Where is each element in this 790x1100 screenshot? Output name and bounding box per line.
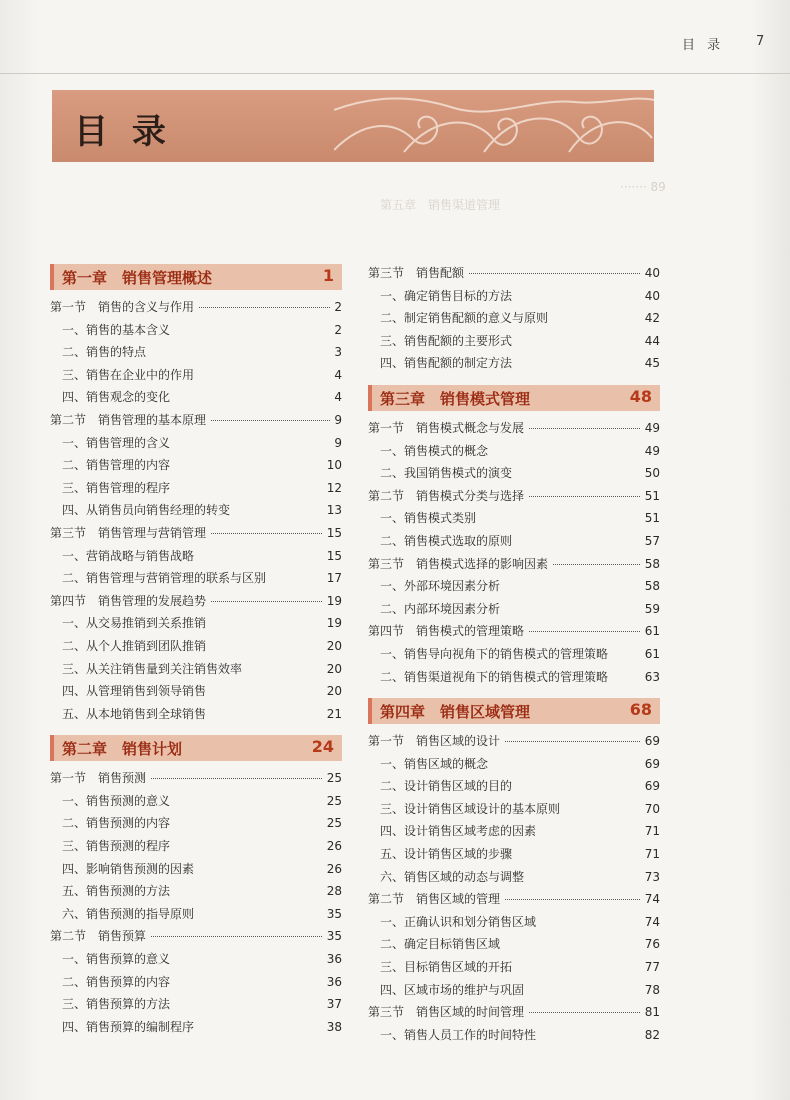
toc-item-label: 二、销售预算的内容	[62, 971, 174, 994]
toc-section[interactable]	[50, 409, 342, 432]
toc-page-number: 63	[641, 666, 660, 689]
toc-item-label: 四、从销售员向销售经理的转变	[62, 499, 234, 522]
toc-item[interactable]	[368, 530, 660, 553]
toc-page-number: 51	[641, 485, 660, 508]
toc-page-number: 21	[323, 703, 342, 726]
toc-item-label: 一、从交易推销到关系推销	[62, 612, 210, 635]
toc-page-number: 38	[323, 1016, 342, 1039]
toc-page-number: 59	[641, 598, 660, 621]
toc-page-number: 36	[323, 948, 342, 971]
toc-item[interactable]	[50, 545, 342, 568]
toc-page-number: 36	[323, 971, 342, 994]
toc-item[interactable]	[50, 658, 342, 681]
toc-item-label: 三、目标销售区域的开拓	[380, 956, 516, 979]
toc-section-label: 第三节 销售管理与营销管理	[50, 522, 210, 545]
toc-item[interactable]	[368, 598, 660, 621]
toc-chapter-label: 第四章 销售区域管理	[380, 703, 531, 722]
toc-item[interactable]	[50, 612, 342, 635]
toc-item[interactable]	[50, 477, 342, 500]
toc-item-label: 二、确定目标销售区域	[380, 933, 504, 956]
toc-page-number: 35	[323, 903, 342, 926]
toc-item-label: 二、销售管理的内容	[62, 454, 174, 477]
toc-item-label: 三、从关注销售量到关注销售效率	[62, 658, 246, 681]
toc-page-number: 82	[641, 1024, 660, 1047]
toc-page-number: 69	[641, 775, 660, 798]
toc-item[interactable]	[368, 911, 660, 934]
toc-item-label: 三、销售预算的方法	[62, 993, 174, 1016]
toc-page-number: 9	[330, 409, 342, 432]
toc-section-label: 第三节 销售配额	[368, 262, 468, 285]
running-head-title: 目 录	[682, 38, 725, 53]
toc-section-label: 第二节 销售管理的基本原理	[50, 409, 210, 432]
toc-section[interactable]	[50, 296, 342, 319]
toc-page-number: 78	[641, 979, 660, 1002]
toc-page-number: 25	[323, 812, 342, 835]
toc-item[interactable]	[50, 454, 342, 477]
toc-page-number: 20	[323, 658, 342, 681]
toc-item-label: 六、销售预测的指导原则	[62, 903, 198, 926]
toc-right-column	[368, 262, 660, 1046]
toc-page-number: 4	[330, 364, 342, 387]
toc-item[interactable]	[368, 979, 660, 1002]
toc-item[interactable]	[368, 956, 660, 979]
toc-page-number: 48	[629, 386, 652, 406]
toc-item[interactable]	[368, 866, 660, 889]
toc-section[interactable]	[368, 485, 660, 508]
toc-page-number: 24	[311, 737, 334, 757]
toc-page-number: 1	[322, 266, 334, 285]
toc-item-label: 一、正确认识和划分销售区域	[380, 911, 540, 934]
wave-ornament	[334, 90, 654, 162]
toc-item-label: 一、销售预测的意义	[62, 790, 174, 813]
toc-item-label: 四、影响销售预测的因素	[62, 858, 198, 881]
toc-page-number: 17	[323, 567, 342, 590]
toc-section[interactable]	[368, 888, 660, 911]
toc-page-number: 26	[323, 835, 342, 858]
toc-item[interactable]	[50, 567, 342, 590]
toc-page-number: 49	[641, 417, 660, 440]
toc-section-label: 第三节 销售模式选择的影响因素	[368, 553, 552, 576]
toc-item-label: 四、从管理销售到领导销售	[62, 680, 210, 703]
toc-page-number: 50	[641, 462, 660, 485]
page-number: 7	[756, 34, 765, 49]
toc-item-label: 五、从本地销售到全球销售	[62, 703, 210, 726]
toc-item-label: 四、区域市场的维护与巩固	[380, 979, 528, 1002]
toc-page-number: 20	[323, 635, 342, 658]
toc-item[interactable]	[50, 1016, 342, 1039]
toc-page-number: 74	[641, 888, 660, 911]
toc-left-column	[50, 262, 342, 1038]
toc-page-number: 61	[641, 643, 660, 666]
toc-page-number: 15	[323, 522, 342, 545]
toc-section-label: 第二节 销售区域的管理	[368, 888, 504, 911]
toc-page-number: 9	[330, 432, 342, 455]
toc-item[interactable]	[368, 666, 660, 689]
toc-item-label: 一、确定销售目标的方法	[380, 285, 516, 308]
toc-section-label: 第四节 销售模式的管理策略	[368, 620, 528, 643]
toc-page-number: 77	[641, 956, 660, 979]
toc-page-number: 71	[641, 820, 660, 843]
toc-chapter[interactable]	[50, 264, 342, 290]
toc-section[interactable]	[50, 522, 342, 545]
toc-page-number: 20	[323, 680, 342, 703]
toc-item-label: 五、销售预测的方法	[62, 880, 174, 903]
toc-item[interactable]	[50, 364, 342, 387]
toc-item[interactable]	[50, 635, 342, 658]
toc-item-label: 三、销售配额的主要形式	[380, 330, 516, 353]
toc-section[interactable]	[368, 417, 660, 440]
toc-item[interactable]	[368, 440, 660, 463]
toc-page-number: 10	[323, 454, 342, 477]
toc-item[interactable]	[368, 462, 660, 485]
spacer	[368, 688, 660, 696]
toc-page-number: 73	[641, 866, 660, 889]
toc-item-label: 一、销售模式类别	[380, 507, 480, 530]
toc-section-label: 第二节 销售模式分类与选择	[368, 485, 528, 508]
toc-item-label: 一、销售的基本含义	[62, 319, 174, 342]
toc-item[interactable]	[50, 790, 342, 813]
toc-item[interactable]	[368, 307, 660, 330]
toc-item[interactable]	[50, 880, 342, 903]
toc-page-number: 26	[323, 858, 342, 881]
toc-item-label: 六、销售区域的动态与调整	[380, 866, 528, 889]
toc-item-label: 二、销售渠道视角下的销售模式的管理策略	[380, 666, 612, 689]
toc-page-number: 69	[641, 730, 660, 753]
toc-section[interactable]	[50, 767, 342, 790]
show-through-text: 第五章 销售渠道管理	[380, 198, 501, 212]
toc-page-number: 25	[323, 767, 342, 790]
toc-page-number: 40	[641, 262, 660, 285]
toc-item[interactable]	[368, 507, 660, 530]
toc-section-label: 第一节 销售的含义与作用	[50, 296, 198, 319]
toc-page-number: 37	[323, 993, 342, 1016]
toc-page-number: 58	[641, 575, 660, 598]
toc-banner	[52, 90, 654, 162]
toc-item[interactable]	[50, 341, 342, 364]
toc-item-label: 一、销售区域的概念	[380, 753, 492, 776]
toc-item[interactable]	[50, 319, 342, 342]
toc-item[interactable]	[50, 703, 342, 726]
toc-item-label: 三、销售预测的程序	[62, 835, 174, 858]
toc-page-number: 2	[330, 296, 342, 319]
toc-item-label: 三、销售在企业中的作用	[62, 364, 198, 387]
toc-page-number: 45	[641, 352, 660, 375]
toc-chapter-label: 第二章 销售计划	[62, 740, 183, 759]
toc-chapter-label: 第一章 销售管理概述	[62, 269, 213, 287]
toc-item-label: 二、从个人推销到团队推销	[62, 635, 210, 658]
toc-item[interactable]	[50, 812, 342, 835]
toc-item-label: 一、销售模式的概念	[380, 440, 492, 463]
toc-section[interactable]	[368, 730, 660, 753]
header-rule	[0, 73, 790, 74]
toc-chapter[interactable]	[50, 735, 342, 761]
toc-item[interactable]	[368, 330, 660, 353]
toc-item[interactable]	[368, 575, 660, 598]
toc-page-number: 2	[330, 319, 342, 342]
toc-page-number: 49	[641, 440, 660, 463]
toc-page-number: 3	[330, 341, 342, 364]
toc-item-label: 一、销售预算的意义	[62, 948, 174, 971]
toc-item[interactable]	[50, 903, 342, 926]
toc-item-label: 三、设计销售区域设计的基本原则	[380, 798, 564, 821]
spacer	[50, 725, 342, 733]
toc-item[interactable]	[368, 820, 660, 843]
toc-page-number: 58	[641, 553, 660, 576]
toc-item[interactable]	[368, 643, 660, 666]
toc-item[interactable]	[50, 432, 342, 455]
toc-page-number: 19	[323, 590, 342, 613]
toc-item[interactable]	[368, 352, 660, 375]
toc-section-label: 第一节 销售预测	[50, 767, 150, 790]
toc-item-label: 二、制定销售配额的意义与原则	[380, 307, 552, 330]
toc-item[interactable]	[368, 775, 660, 798]
toc-page-number: 71	[641, 843, 660, 866]
toc-item[interactable]	[50, 386, 342, 409]
toc-item-label: 一、营销战略与销售战略	[62, 545, 198, 568]
toc-item-label: 一、销售人员工作的时间特性	[380, 1024, 540, 1047]
toc-section[interactable]	[368, 620, 660, 643]
toc-page-number: 35	[323, 925, 342, 948]
spacer	[368, 375, 660, 383]
toc-section[interactable]	[50, 590, 342, 613]
toc-section-label: 第一节 销售模式概念与发展	[368, 417, 528, 440]
toc-item[interactable]	[368, 843, 660, 866]
toc-item-label: 五、设计销售区域的步骤	[380, 843, 516, 866]
toc-item[interactable]	[368, 933, 660, 956]
toc-page-number: 42	[641, 307, 660, 330]
toc-item[interactable]	[50, 993, 342, 1016]
toc-page-number: 4	[330, 386, 342, 409]
toc-page-number: 28	[323, 880, 342, 903]
toc-section-label: 第二节 销售预算	[50, 925, 150, 948]
toc-section-label: 第一节 销售区域的设计	[368, 730, 504, 753]
toc-page-number: 19	[323, 612, 342, 635]
toc-page-number: 61	[641, 620, 660, 643]
toc-page-number: 44	[641, 330, 660, 353]
toc-page-number: 70	[641, 798, 660, 821]
toc-page-number: 51	[641, 507, 660, 530]
toc-page-number: 15	[323, 545, 342, 568]
toc-section[interactable]	[368, 1001, 660, 1024]
toc-item-label: 二、设计销售区域的目的	[380, 775, 516, 798]
toc-item-label: 一、销售导向视角下的销售模式的管理策略	[380, 643, 612, 666]
toc-page-number: 40	[641, 285, 660, 308]
toc-item[interactable]	[368, 1024, 660, 1047]
toc-page-number: 13	[323, 499, 342, 522]
show-through-text: ······· 89	[620, 180, 666, 194]
toc-item[interactable]	[368, 798, 660, 821]
toc-section[interactable]	[368, 553, 660, 576]
toc-item-label: 三、销售管理的程序	[62, 477, 174, 500]
toc-page-number: 12	[323, 477, 342, 500]
toc-chapter-label: 第三章 销售模式管理	[380, 389, 531, 408]
toc-page-number: 74	[641, 911, 660, 934]
running-head	[660, 34, 770, 54]
toc-item-label: 二、销售管理与营销管理的联系与区别	[62, 567, 270, 590]
toc-item[interactable]	[50, 680, 342, 703]
toc-item[interactable]	[368, 285, 660, 308]
toc-item-label: 四、销售配额的制定方法	[380, 352, 516, 375]
toc-item-label: 一、销售管理的含义	[62, 432, 174, 455]
toc-item-label: 四、销售观念的变化	[62, 386, 174, 409]
toc-item-label: 四、销售预算的编制程序	[62, 1016, 198, 1039]
toc-item[interactable]	[50, 835, 342, 858]
toc-page-number: 76	[641, 933, 660, 956]
toc-item[interactable]	[368, 753, 660, 776]
toc-chapter[interactable]	[368, 698, 660, 724]
toc-page-number: 68	[629, 700, 652, 720]
toc-item-label: 二、我国销售模式的演变	[380, 462, 516, 485]
toc-page-number: 25	[323, 790, 342, 813]
toc-title: 目 录	[74, 112, 172, 152]
toc-section[interactable]	[50, 925, 342, 948]
toc-item[interactable]	[50, 858, 342, 881]
toc-item-label: 一、外部环境因素分析	[380, 575, 504, 598]
toc-section-label: 第三节 销售区域的时间管理	[368, 1001, 528, 1024]
toc-item-label: 二、销售模式选取的原则	[380, 530, 516, 553]
toc-section[interactable]	[368, 262, 660, 285]
toc-item[interactable]	[50, 499, 342, 522]
toc-page-number: 57	[641, 530, 660, 553]
toc-item[interactable]	[50, 948, 342, 971]
toc-item-label: 二、销售预测的内容	[62, 812, 174, 835]
toc-page-number: 69	[641, 753, 660, 776]
toc-chapter[interactable]	[368, 385, 660, 411]
toc-section-label: 第四节 销售管理的发展趋势	[50, 590, 210, 613]
toc-item[interactable]	[50, 971, 342, 994]
toc-item-label: 二、销售的特点	[62, 341, 150, 364]
toc-item-label: 四、设计销售区域考虑的因素	[380, 820, 540, 843]
toc-item-label: 二、内部环境因素分析	[380, 598, 504, 621]
toc-page-number: 81	[641, 1001, 660, 1024]
